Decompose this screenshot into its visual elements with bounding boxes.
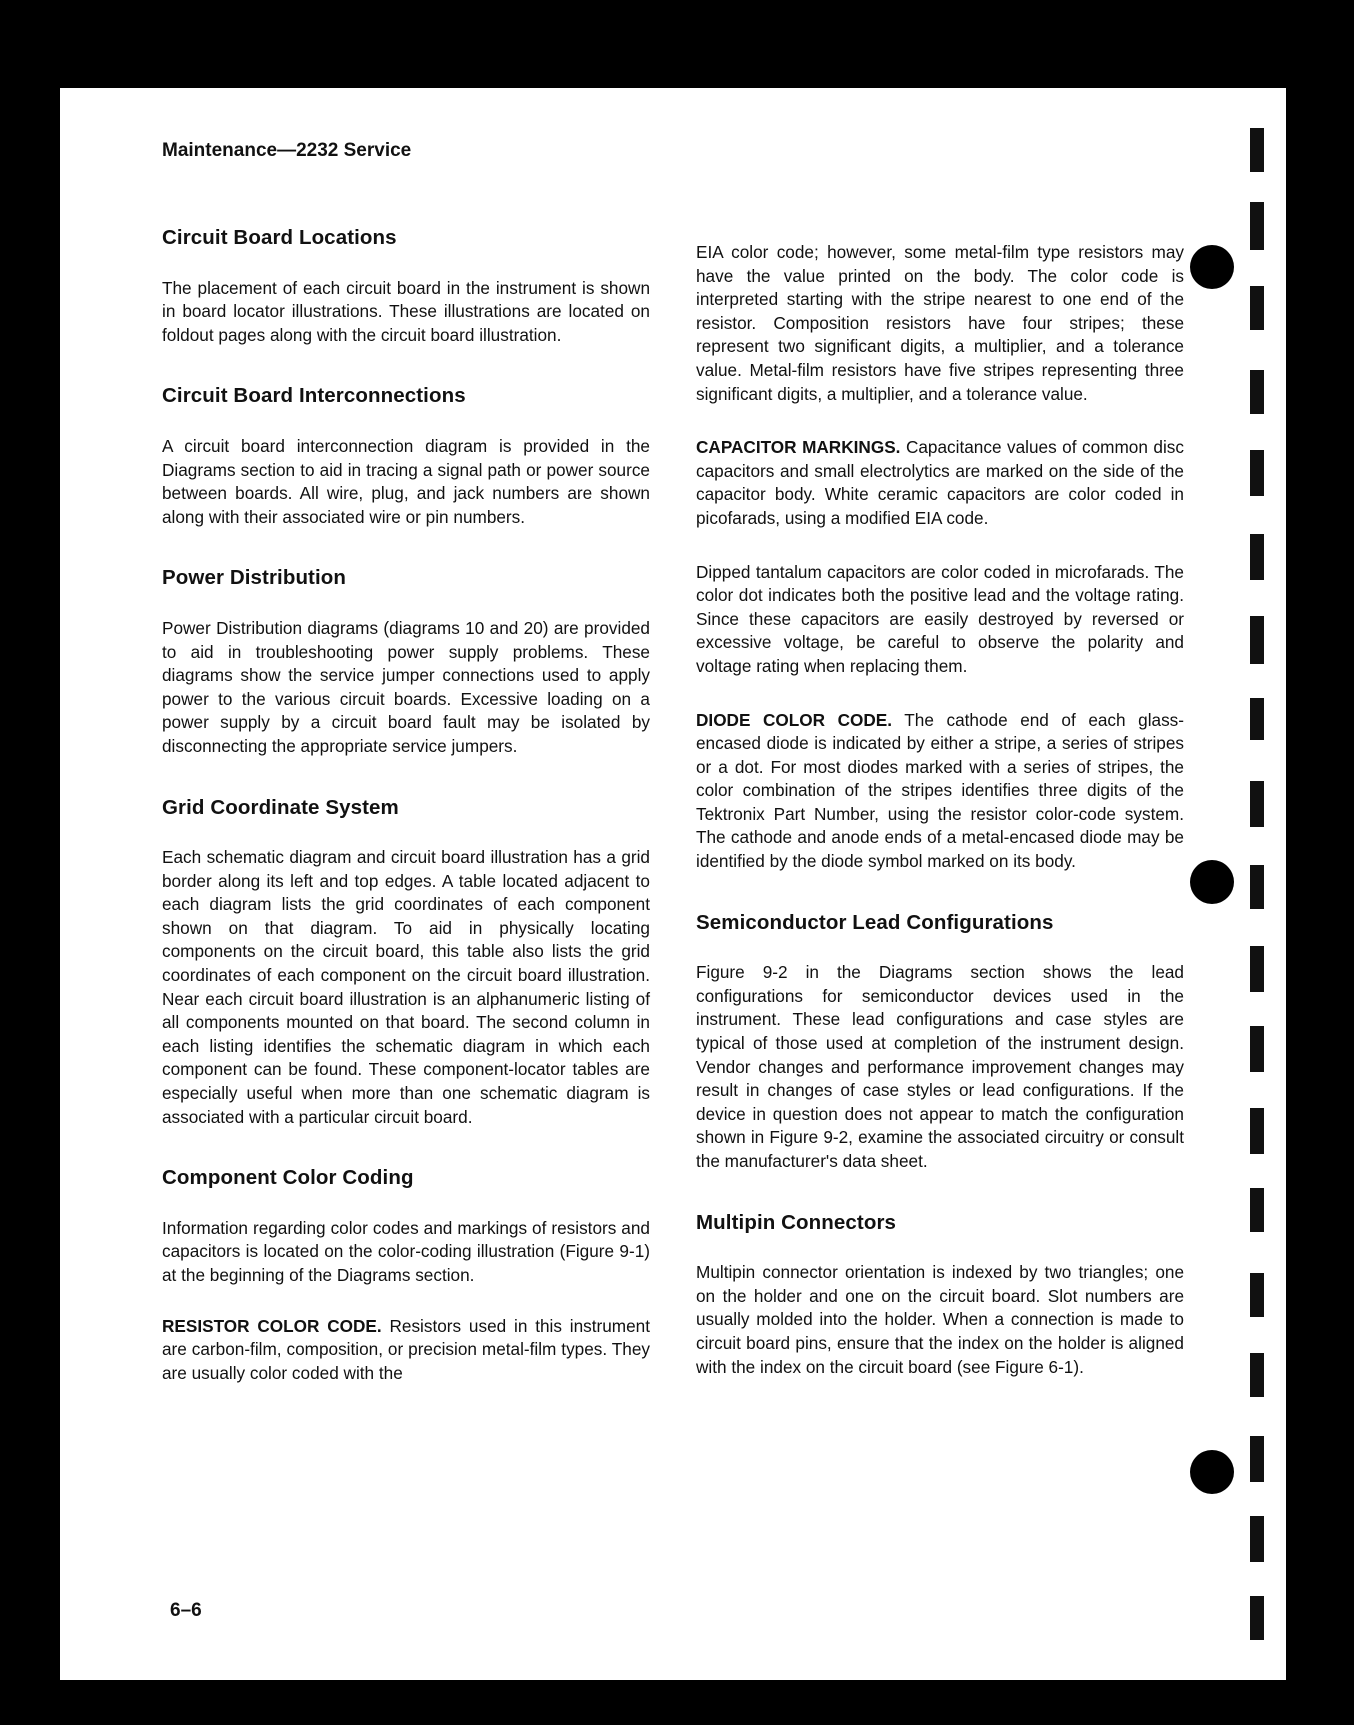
section-body: A circuit board interconnection diagram is provided in the Diagrams section to aid in tracing a signal path or power source between boards. All wire, plug, and jack numbers are shown along with their associated wire or pin numbers. [162, 435, 650, 527]
section-heading: Grid Coordinate System [162, 795, 399, 819]
edge-mark [1250, 202, 1264, 250]
section-heading: Semiconductor Lead Configurations [696, 910, 1054, 934]
edge-mark [1250, 370, 1264, 414]
section-heading: Component Color Coding [162, 1166, 414, 1190]
edge-mark [1250, 1108, 1264, 1154]
document-page [60, 88, 1286, 1680]
section-heading: Multipin Connectors [696, 1210, 897, 1234]
edge-mark [1250, 698, 1264, 740]
section-heading: Circuit Board Locations [162, 226, 397, 249]
edge-mark [1250, 128, 1264, 172]
capacitor-paragraph [696, 436, 1184, 530]
resistor-paragraph [162, 1315, 650, 1386]
edge-mark [1250, 865, 1264, 909]
binder-hole [1190, 1450, 1234, 1494]
edge-mark [1250, 1353, 1264, 1397]
section-body: Figure 9-2 in the Diagrams section shows the lead configurations for semiconductor devices used in the instrument. These lead configurations and case styles are typical of those used at completion of the instrument design. Vendor changes and performance improvement changes may result in changes of case styles or lead configurations. If the device in question does not appear to match the configuration shown in Figure 9-2, examine the associated circuitry or consult the manufacturer's data sheet. [696, 962, 1184, 1171]
paragraph-text: Capacitance values of common disc capacitors and small electrolytics are marked on the side of the capacitor body. White ceramic capacitors are color coded in picofarads, using a modified EIA code. [696, 437, 1184, 528]
edge-mark [1250, 1596, 1264, 1640]
edge-mark [1250, 450, 1264, 496]
paragraph-text: Resistors used in this instrument are carbon-film, composition, or precision metal-film types. They are usually color coded with the [162, 1315, 650, 1383]
running-head: Maintenance—2232 Service [162, 140, 412, 161]
edge-mark [1250, 781, 1264, 827]
left-column [162, 226, 650, 1412]
resistor-continued: EIA color code; however, some metal-film type resistors may have the value printed on the body. The color code is interpreted starting with the stripe nearest to one end of the resistor. Composition resistors have four stripes; these represent two significant digits, a multiplier, and a tolerance value. Metal-film resistors have five stripes representing three significant digits, a multiplier, and a tolerance value. [696, 242, 1184, 404]
run-in-heading: RESISTOR COLOR CODE. [162, 1315, 382, 1336]
edge-mark [1250, 1516, 1264, 1562]
edge-mark [1250, 946, 1264, 992]
section-body: Power Distribution diagrams (diagrams 10 and 20) are provided to aid in troubleshooting power supply problems. These diagrams show the service jumper connections used to apply power to the various circuit boards. Excessive loading on a power supply by a circuit board fault may be isolated by disconnecting the appropriate service jumpers. [162, 617, 650, 756]
section-body: Information regarding color codes and markings of resistors and capacitors is located on the color-coding illustration (Figure 9-1) at the beginning of the Diagrams section. [162, 1217, 650, 1285]
section-body: The placement of each circuit board in the instrument is shown in board locator illustrations. These illustrations are located on foldout pages along with the circuit board illustration. [162, 277, 650, 345]
paragraph-text: The cathode end of each glass-encased diode is indicated by either a stripe, a series of stripes or a dot. For most diodes marked with a series of stripes, the color combination of the stripes identifies three digits of the Tektronix Part Number, using the resistor color-code system. The cathode and anode ends of a metal-encased diode may be identified by the diode symbol marked on its body. [696, 709, 1184, 872]
diode-paragraph [696, 709, 1184, 874]
edge-mark [1250, 1273, 1264, 1317]
edge-mark [1250, 1436, 1264, 1482]
tantalum-paragraph: Dipped tantalum capacitors are color coded in microfarads. The color dot indicates both the positive lead and the voltage rating. Since these capacitors are easily destroyed by reversed or excessive voltage, be careful to observe the polarity and voltage rating when replacing them. [696, 561, 1184, 676]
binder-hole [1190, 245, 1234, 289]
run-in-heading: DIODE COLOR CODE. [696, 709, 893, 730]
edge-mark [1250, 1026, 1264, 1072]
section-heading: Circuit Board Interconnections [162, 384, 466, 408]
edge-mark [1250, 286, 1264, 330]
edge-mark [1250, 534, 1264, 580]
right-column [696, 241, 1184, 1406]
run-in-heading: CAPACITOR MARKINGS. [696, 437, 901, 458]
section-body: Each schematic diagram and circuit board illustration has a grid border along its left and top edges. A table located adjacent to each diagram lists the grid coordinates of each component shown on that diagram. To aid in physically locating components on the circuit board, this table also lists the grid coordinates of each component on the circuit board illustration. Near each circuit board illustration is an alphanumeric listing of all components mounted on that board. The second column in each listing identifies the schematic diagram in which each component can be found. These component-locator tables are especially useful when more than one schematic diagram is associated with a particular circuit board. [162, 847, 650, 1127]
binder-hole [1190, 860, 1234, 904]
section-heading: Power Distribution [162, 566, 347, 590]
edge-mark [1250, 1188, 1264, 1232]
edge-mark [1250, 616, 1264, 664]
section-body: Multipin connector orientation is indexed by two triangles; one on the holder and one on the circuit board. Slot numbers are usually molded into the holder. When a connection is made to circuit board pins, ensure that the index on the holder is aligned with the index on the circuit board (see Figure 6-1). [696, 1262, 1184, 1377]
page-number: 6–6 [170, 1600, 202, 1621]
